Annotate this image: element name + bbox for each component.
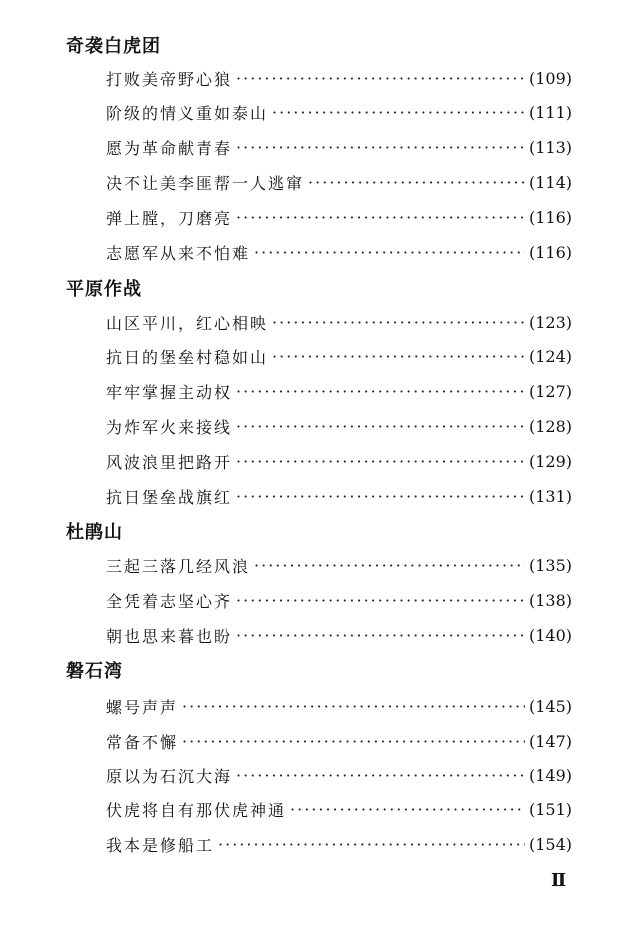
entry-page: (114) [528, 172, 572, 192]
entry-title: 为炸军火来接线 [106, 417, 233, 437]
toc-entry [106, 484, 572, 508]
toc-entry [106, 66, 572, 90]
entry-page: (154) [528, 834, 572, 854]
toc-entry [106, 414, 572, 438]
dot-leader [254, 556, 525, 575]
entry-title: 弹上膛，刀磨亮 [106, 208, 233, 228]
section-title: 奇袭白虎团 [66, 36, 161, 57]
entry-title: 打败美帝野心狼 [106, 69, 233, 89]
toc-entry [106, 763, 572, 787]
entry-title: 我本是修船工 [106, 835, 215, 855]
toc-entry [106, 205, 572, 229]
toc-entry [106, 240, 572, 264]
entry-page: (128) [528, 416, 572, 436]
entry-page: (123) [528, 312, 572, 332]
entry-page: (111) [528, 102, 572, 122]
entry-page: (147) [528, 731, 572, 751]
dot-leader [272, 103, 525, 122]
section-title: 磐石湾 [66, 661, 123, 682]
toc-entry [106, 832, 572, 856]
dot-leader [272, 313, 525, 332]
entry-page: (127) [528, 381, 572, 401]
entry-page: (109) [528, 68, 572, 88]
toc-entry [106, 344, 572, 368]
dot-leader [236, 487, 525, 506]
entry-title: 三起三落几经风浪 [106, 556, 251, 576]
entry-page: (140) [528, 625, 572, 645]
toc-entry [106, 135, 572, 159]
section-title: 平原作战 [66, 279, 142, 300]
toc-entry [106, 310, 572, 334]
section-title: 杜鹃山 [66, 522, 123, 543]
entry-title: 抗日堡垒战旗红 [106, 487, 233, 507]
toc-entry [106, 588, 572, 612]
entry-title: 山区平川，红心相映 [106, 313, 269, 333]
toc-entry [106, 694, 572, 718]
entry-title: 阶级的情义重如泰山 [106, 103, 269, 123]
entry-page: (116) [528, 207, 572, 227]
dot-leader [236, 138, 525, 157]
entry-title: 志愿军从来不怕难 [106, 243, 251, 263]
page-number: Ⅱ [551, 870, 567, 891]
dot-leader [236, 626, 525, 645]
dot-leader [254, 243, 525, 262]
toc-entry [106, 170, 572, 194]
entry-title: 风波浪里把路开 [106, 452, 233, 472]
toc-entry [106, 797, 572, 821]
dot-leader [290, 800, 525, 819]
entry-title: 原以为石沉大海 [106, 766, 233, 786]
dot-leader [236, 382, 525, 401]
dot-leader [236, 591, 525, 610]
entry-page: (124) [528, 346, 572, 366]
entry-page: (113) [528, 137, 572, 157]
entry-title: 抗日的堡垒村稳如山 [106, 347, 269, 367]
entry-page: (151) [528, 799, 572, 819]
entry-page: (116) [528, 242, 572, 262]
dot-leader [182, 697, 525, 716]
entry-page: (145) [528, 696, 572, 716]
dot-leader [182, 732, 525, 751]
entry-title: 朝也思来暮也盼 [106, 626, 233, 646]
toc-entry [106, 379, 572, 403]
toc-entry [106, 100, 572, 124]
dot-leader [236, 417, 525, 436]
entry-title: 全凭着志坚心齐 [106, 591, 233, 611]
entry-page: (135) [528, 555, 572, 575]
entry-title: 螺号声声 [106, 697, 179, 717]
dot-leader [218, 835, 525, 854]
entry-page: (149) [528, 765, 572, 785]
toc-entry [106, 449, 572, 473]
entry-title: 愿为革命献青春 [106, 138, 233, 158]
entry-title: 伏虎将自有那伏虎神通 [106, 800, 287, 820]
dot-leader [308, 173, 525, 192]
dot-leader [236, 208, 525, 227]
entry-page: (131) [528, 486, 572, 506]
dot-leader [272, 347, 525, 366]
toc-entry [106, 623, 572, 647]
dot-leader [236, 766, 525, 785]
toc-entry [106, 553, 572, 577]
entry-title: 决不让美李匪帮一人逃窜 [106, 173, 305, 193]
dot-leader [236, 452, 525, 471]
entry-title: 常备不懈 [106, 732, 179, 752]
toc-entry [106, 729, 572, 753]
dot-leader [236, 69, 525, 88]
entry-title: 牢牢掌握主动权 [106, 382, 233, 402]
entry-page: (129) [528, 451, 572, 471]
entry-page: (138) [528, 590, 572, 610]
